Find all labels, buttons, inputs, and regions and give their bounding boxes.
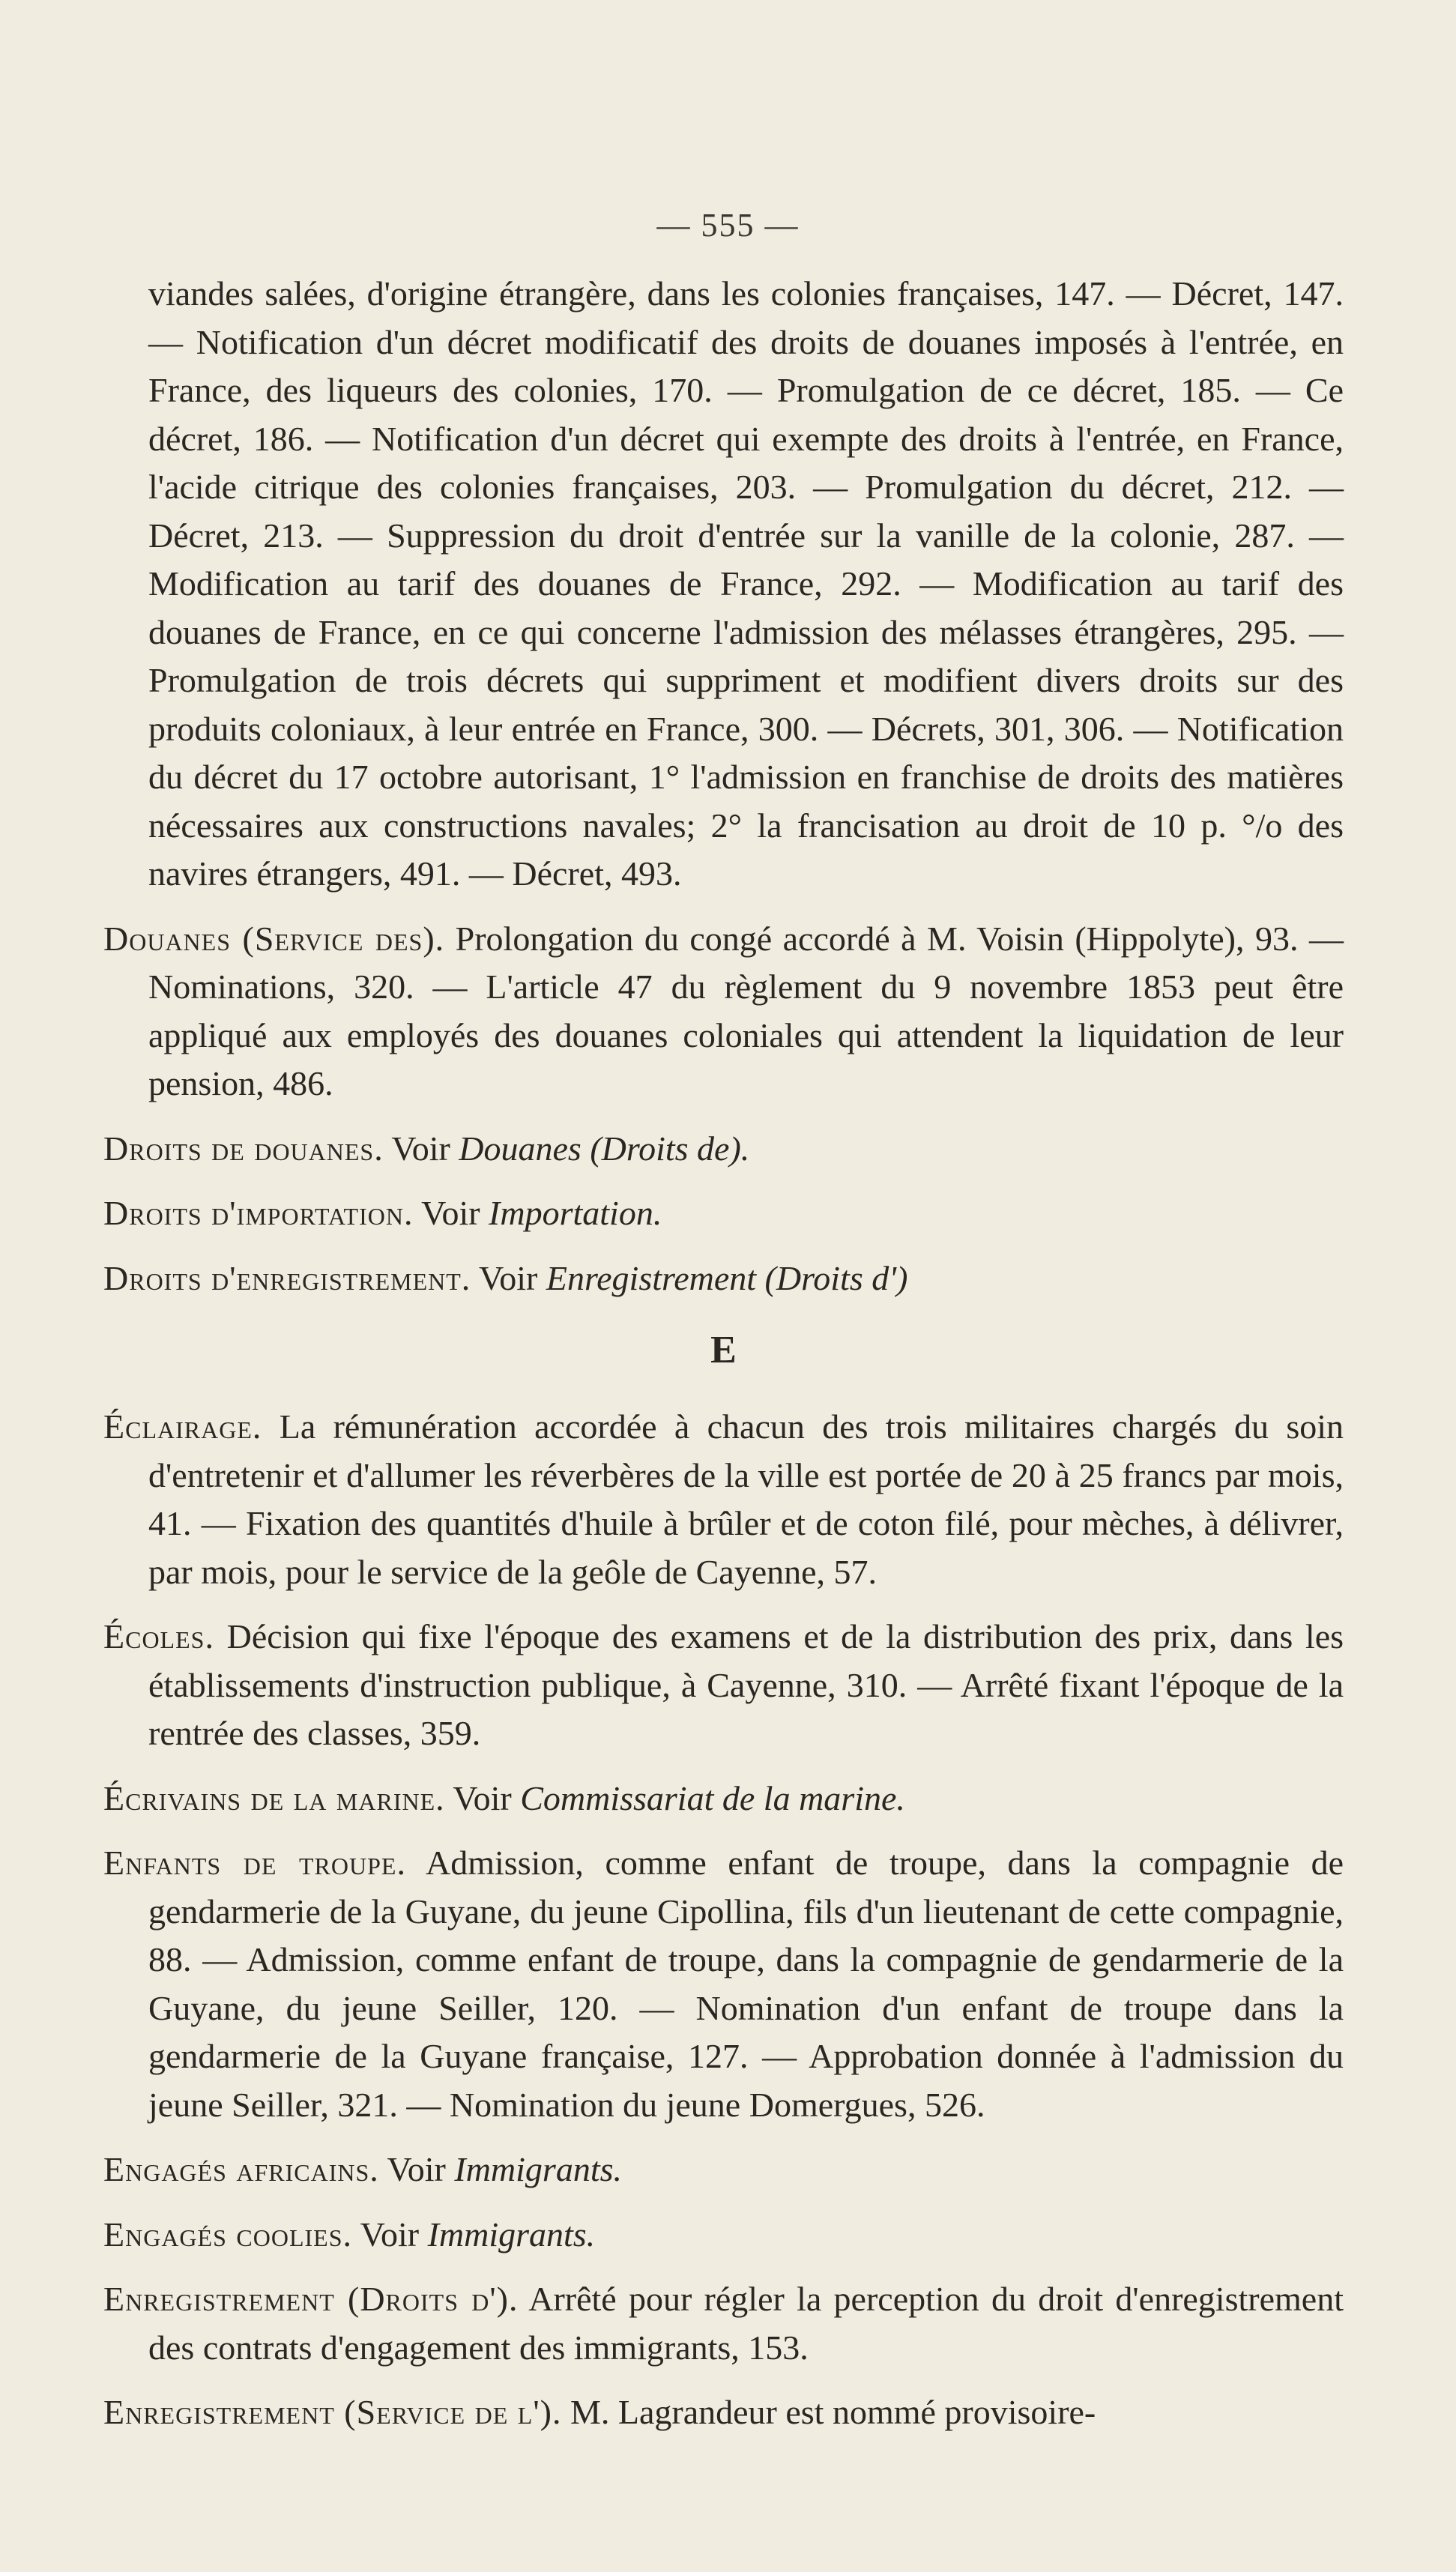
section-letter: E [710, 1329, 737, 1371]
entry-heading: Éclairage. [103, 1407, 262, 1446]
index-entry-engages-africains [103, 2146, 1344, 2194]
entry-text: Voir [478, 1258, 538, 1297]
index-entry-eclairage [103, 1403, 1344, 1596]
entry-reference: Importation. [489, 1194, 662, 1232]
entry-heading: Écrivains de la marine. [103, 1778, 445, 1817]
entry-text: Prolongation du congé accordé à M. Voisin (Hippolyte), 93. — Nominations, 320. — L'article 47 du règlement du 9 novembre 1853 peut être appliqué aux employés des douanes coloniales qui attendent la liquidation de leur pension, 486. [148, 919, 1344, 1102]
index-entry-droits-douanes [103, 1125, 1344, 1174]
entry-text: Voir [387, 2150, 446, 2188]
entry-heading: Droits d'importation. [103, 1194, 414, 1232]
entry-reference: Douanes (Droits de). [459, 1129, 750, 1168]
entry-heading: Écoles. [103, 1617, 214, 1655]
index-entry-douanes-service [103, 915, 1344, 1108]
index-text [103, 270, 1344, 2454]
entry-heading: Enfants de troupe. [103, 1844, 406, 1882]
index-entry-engages-coolies [103, 2211, 1344, 2259]
entry-text: La rémunération accordée à chacun des trois militaires chargés du soin d'entretenir et d'allumer les réverbères de la ville est portée de 20 à 25 francs par mois, 41. — Fixation des quantités d'huile à brûler et de coton filé, pour mèches, à délivrer, par mois, pour le service de la geôle de Cayenne, 57. [148, 1407, 1344, 1591]
entry-text: viandes salées, d'origine étrangère, dans les colonies françaises, 147. — Décret, 147. — Notification d'un décret modificatif des droits de douanes imposés à l'entrée, en France, des liqueurs des colonies, 170. — Promulgation de ce décret, 185. — Ce décret, 186. — Notification d'un décret qui exempte des droits à l'entrée, en France, l'acide citrique des colonies françaises, 203. — Promulgation du décret, 212. — Décret, 213. — Suppression du droit d'entrée sur la vanille de la colonie, 287. — Modification au tarif des douanes de France, 292. — Modification au tarif des douanes de France, en ce qui concerne l'admission des mélasses étrangères, 295. — Promulgation de trois décrets qui suppriment et modifient divers droits sur des produits coloniaux, à leur entrée en France, 300. — Décrets, 301, 306. — Notification du décret du 17 octobre autorisant, 1° l'admission en franchise de droits des matières nécessaires aux constructions navales; 2° la francisation au droit de 10 p. °/o des navires étrangers, 491. — Décret, 493. [148, 274, 1344, 893]
entry-reference: Commissariat de la marine. [520, 1778, 905, 1817]
entry-reference: Immigrants. [427, 2215, 596, 2253]
entry-heading: Enregistrement (Droits d'). [103, 2280, 519, 2318]
entry-reference: Enregistrement (Droits d') [546, 1258, 908, 1297]
index-entry-droits-importation [103, 1189, 1344, 1238]
entry-text: M. Lagrandeur est nommé provisoire- [570, 2393, 1096, 2431]
index-entry-enregistrement-droits [103, 2275, 1344, 2372]
entry-text: Voir [453, 1778, 512, 1817]
entry-heading: Droits de douanes. [103, 1129, 384, 1168]
entry-text: Voir [391, 1129, 450, 1168]
entry-text: Décision qui fixe l'époque des examens et de la distribution des prix, dans les établissements d'instruction publique, à Cayenne, 310. — Arrêté fixant l'époque de la rentrée des classes, 359. [148, 1617, 1344, 1752]
page-number: — 555 — [656, 207, 800, 244]
entry-heading: Engagés coolies. [103, 2215, 352, 2253]
index-entry-enregistrement-service [103, 2388, 1344, 2437]
entry-text: Voir [421, 1194, 480, 1232]
entry-reference: Immigrants. [454, 2150, 622, 2188]
index-entry-droits-enregistrement [103, 1255, 1344, 1303]
index-entry-ecrivains [103, 1775, 1344, 1823]
index-entry-continuation [103, 270, 1344, 899]
entry-text: Arrêté pour régler la perception du droit d'enregistrement des contrats d'engagement des immigrants, 153. [148, 2280, 1344, 2367]
entry-text: Voir [360, 2215, 420, 2253]
index-entry-ecoles [103, 1613, 1344, 1758]
entry-heading: Enregistrement (Service de l'). [103, 2393, 562, 2431]
entry-heading: Douanes (Service des). [103, 919, 445, 958]
entry-heading: Droits d'enregistrement. [103, 1258, 471, 1297]
index-entry-enfants-de-troupe [103, 1839, 1344, 2129]
entry-heading: Engagés africains. [103, 2150, 379, 2188]
entry-text: Admission, comme enfant de troupe, dans la compagnie de gendarmerie de la Guyane, du jeune Cipollina, fils d'un lieutenant de cette compagnie, 88. — Admission, comme enfant de troupe, dans la compagnie de gendarmerie de la Guyane, du jeune Seiller, 120. — Nomination d'un enfant de troupe dans la gendarmerie de la Guyane française, 127. — Approbation donnée à l'admission du jeune Seiller, 321. — Nomination du jeune Domergues, 526. [148, 1844, 1344, 2124]
